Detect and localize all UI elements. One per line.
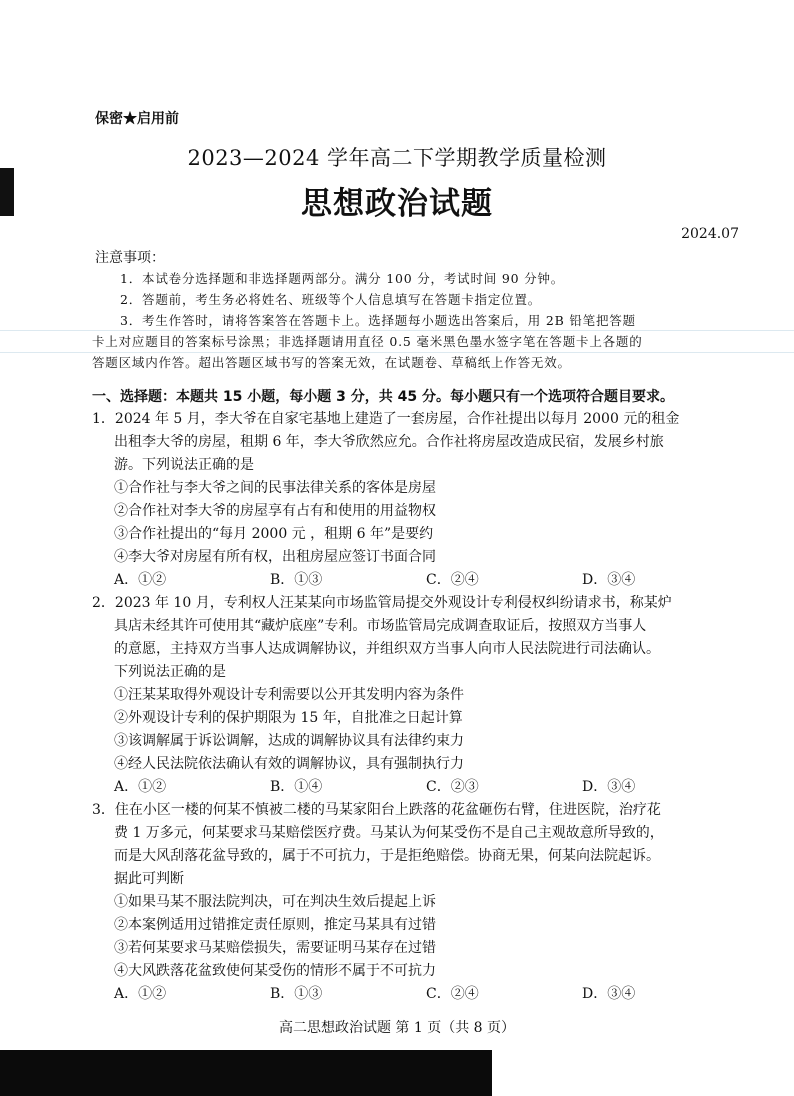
page-footer: 高二思想政治试题 第 1 页（共 8 页） — [278, 1020, 516, 1036]
notice-item: 3．考生作答时，请将答案答在答题卡上。选择题每小题选出答案后，用 2B 铅笔把答题 — [120, 313, 636, 328]
exam-subtitle: 2023—2024 学年高二下学期教学质量检测 — [187, 146, 607, 170]
statement: ②合作社对李大爷的房屋享有占有和使用的用益物权 — [114, 503, 436, 519]
choice-a: A．①② — [114, 779, 167, 795]
question-2 — [92, 592, 732, 799]
statement: ①合作社与李大爷之间的民事法律关系的客体是房屋 — [114, 480, 436, 496]
exam-date: 2024.07 — [681, 226, 739, 242]
question-stem: 据此可判断 — [114, 871, 184, 887]
answer-choices — [92, 569, 732, 592]
answer-choices — [92, 983, 732, 1006]
statement: ②外观设计专利的保护期限为 15 年，自批准之日起计算 — [114, 710, 463, 726]
confidential-label: 保密★启用前 — [95, 111, 179, 127]
question-stem: 出租李大爷的房屋，租期 6 年，李大爷欣然应允。合作社将房屋改造成民宿，发展乡村旅 — [114, 434, 664, 450]
choice-d: D．③④ — [582, 779, 636, 795]
choice-c: C．②④ — [426, 572, 479, 588]
statement: ④李大爷对房屋有所有权，出租房屋应签订书面合同 — [114, 549, 436, 565]
choice-a: A．①② — [114, 986, 167, 1002]
statement: ③若何某要求马某赔偿损失，需要证明马某存在过错 — [114, 940, 436, 956]
choice-c: C．②④ — [426, 986, 479, 1002]
exam-title: 思想政治试题 — [301, 186, 493, 222]
statement: ②本案例适用过错推定责任原则，推定马某具有过错 — [114, 917, 436, 933]
question-stem: 1．2024 年 5 月，李大爷在自家宅基地上建造了一套房屋，合作社提出以每月 2000 元的租金 — [92, 411, 680, 427]
statement: ③合作社提出的“每月 2000 元 ，租期 6 年”是要约 — [114, 526, 434, 542]
statement: ①汪某某取得外观设计专利需要以公开其发明内容为条件 — [114, 687, 464, 703]
question-stem: 具店未经其许可使用其“藏炉底座”专利。市场监管局完成调查取证后，按照双方当事人 — [114, 618, 647, 634]
question-stem: 下列说法正确的是 — [114, 664, 226, 680]
question-stem: 2．2023 年 10 月，专利权人汪某某向市场监管局提交外观设计专利侵权纠纷请求书，称某炉 — [92, 595, 672, 611]
question-stem: 而是大风刮落花盆导致的，属于不可抗力，于是拒绝赔偿。协商无果，何某向法院起诉。 — [114, 848, 660, 864]
question-3 — [92, 799, 732, 1006]
statement: ④经人民法院依法确认有效的调解协议，具有强制执行力 — [114, 756, 464, 772]
statement: ①如果马某不服法院判决，可在判决生效后提起上诉 — [114, 894, 436, 910]
notice-item: 1．本试卷分选择题和非选择题两部分。满分 100 分，考试时间 90 分钟。 — [120, 271, 565, 286]
choice-d: D．③④ — [582, 572, 636, 588]
choice-c: C．②③ — [426, 779, 479, 795]
answer-choices — [92, 776, 732, 799]
choice-b: B．①③ — [270, 986, 323, 1002]
choice-a: A．①② — [114, 572, 167, 588]
notice-continuation: 答题区域内作答。超出答题区域书写的答案无效，在试题卷、草稿纸上作答无效。 — [92, 355, 571, 370]
statement: ④大风跌落花盆致使何某受伤的情形不属于不可抗力 — [114, 963, 436, 979]
notice-heading: 注意事项： — [95, 250, 165, 266]
choice-b: B．①③ — [270, 572, 323, 588]
question-stem: 的意愿，主持双方当事人达成调解协议，并组织双方当事人向市人民法院进行司法确认。 — [114, 641, 660, 657]
section-heading: 一、选择题：本题共 15 小题，每小题 3 分，共 45 分。每小题只有一个选项符合题目要求。 — [92, 389, 674, 405]
choice-d: D．③④ — [582, 986, 636, 1002]
question-stem: 游。下列说法正确的是 — [114, 457, 254, 473]
notice-block — [92, 268, 722, 373]
notice-continuation: 卡上对应题目的答案标号涂黑；非选择题请用直径 0.5 毫米黑色墨水签字笔在答题卡上各题的 — [92, 334, 643, 349]
question-1 — [92, 408, 732, 592]
question-stem: 费 1 万多元，何某要求马某赔偿医疗费。马某认为何某受伤不是自己主观故意所导致的， — [114, 825, 664, 841]
scan-edge-bar — [0, 1050, 492, 1096]
choice-b: B．①④ — [270, 779, 323, 795]
notice-item: 2．答题前，考生务必将姓名、班级等个人信息填写在答题卡指定位置。 — [120, 292, 542, 307]
statement: ③该调解属于诉讼调解，达成的调解协议具有法律约束力 — [114, 733, 464, 749]
question-stem: 3．住在小区一楼的何某不慎被二楼的马某家阳台上跌落的花盆砸伤右臂，住进医院，治疗花 — [92, 802, 661, 818]
